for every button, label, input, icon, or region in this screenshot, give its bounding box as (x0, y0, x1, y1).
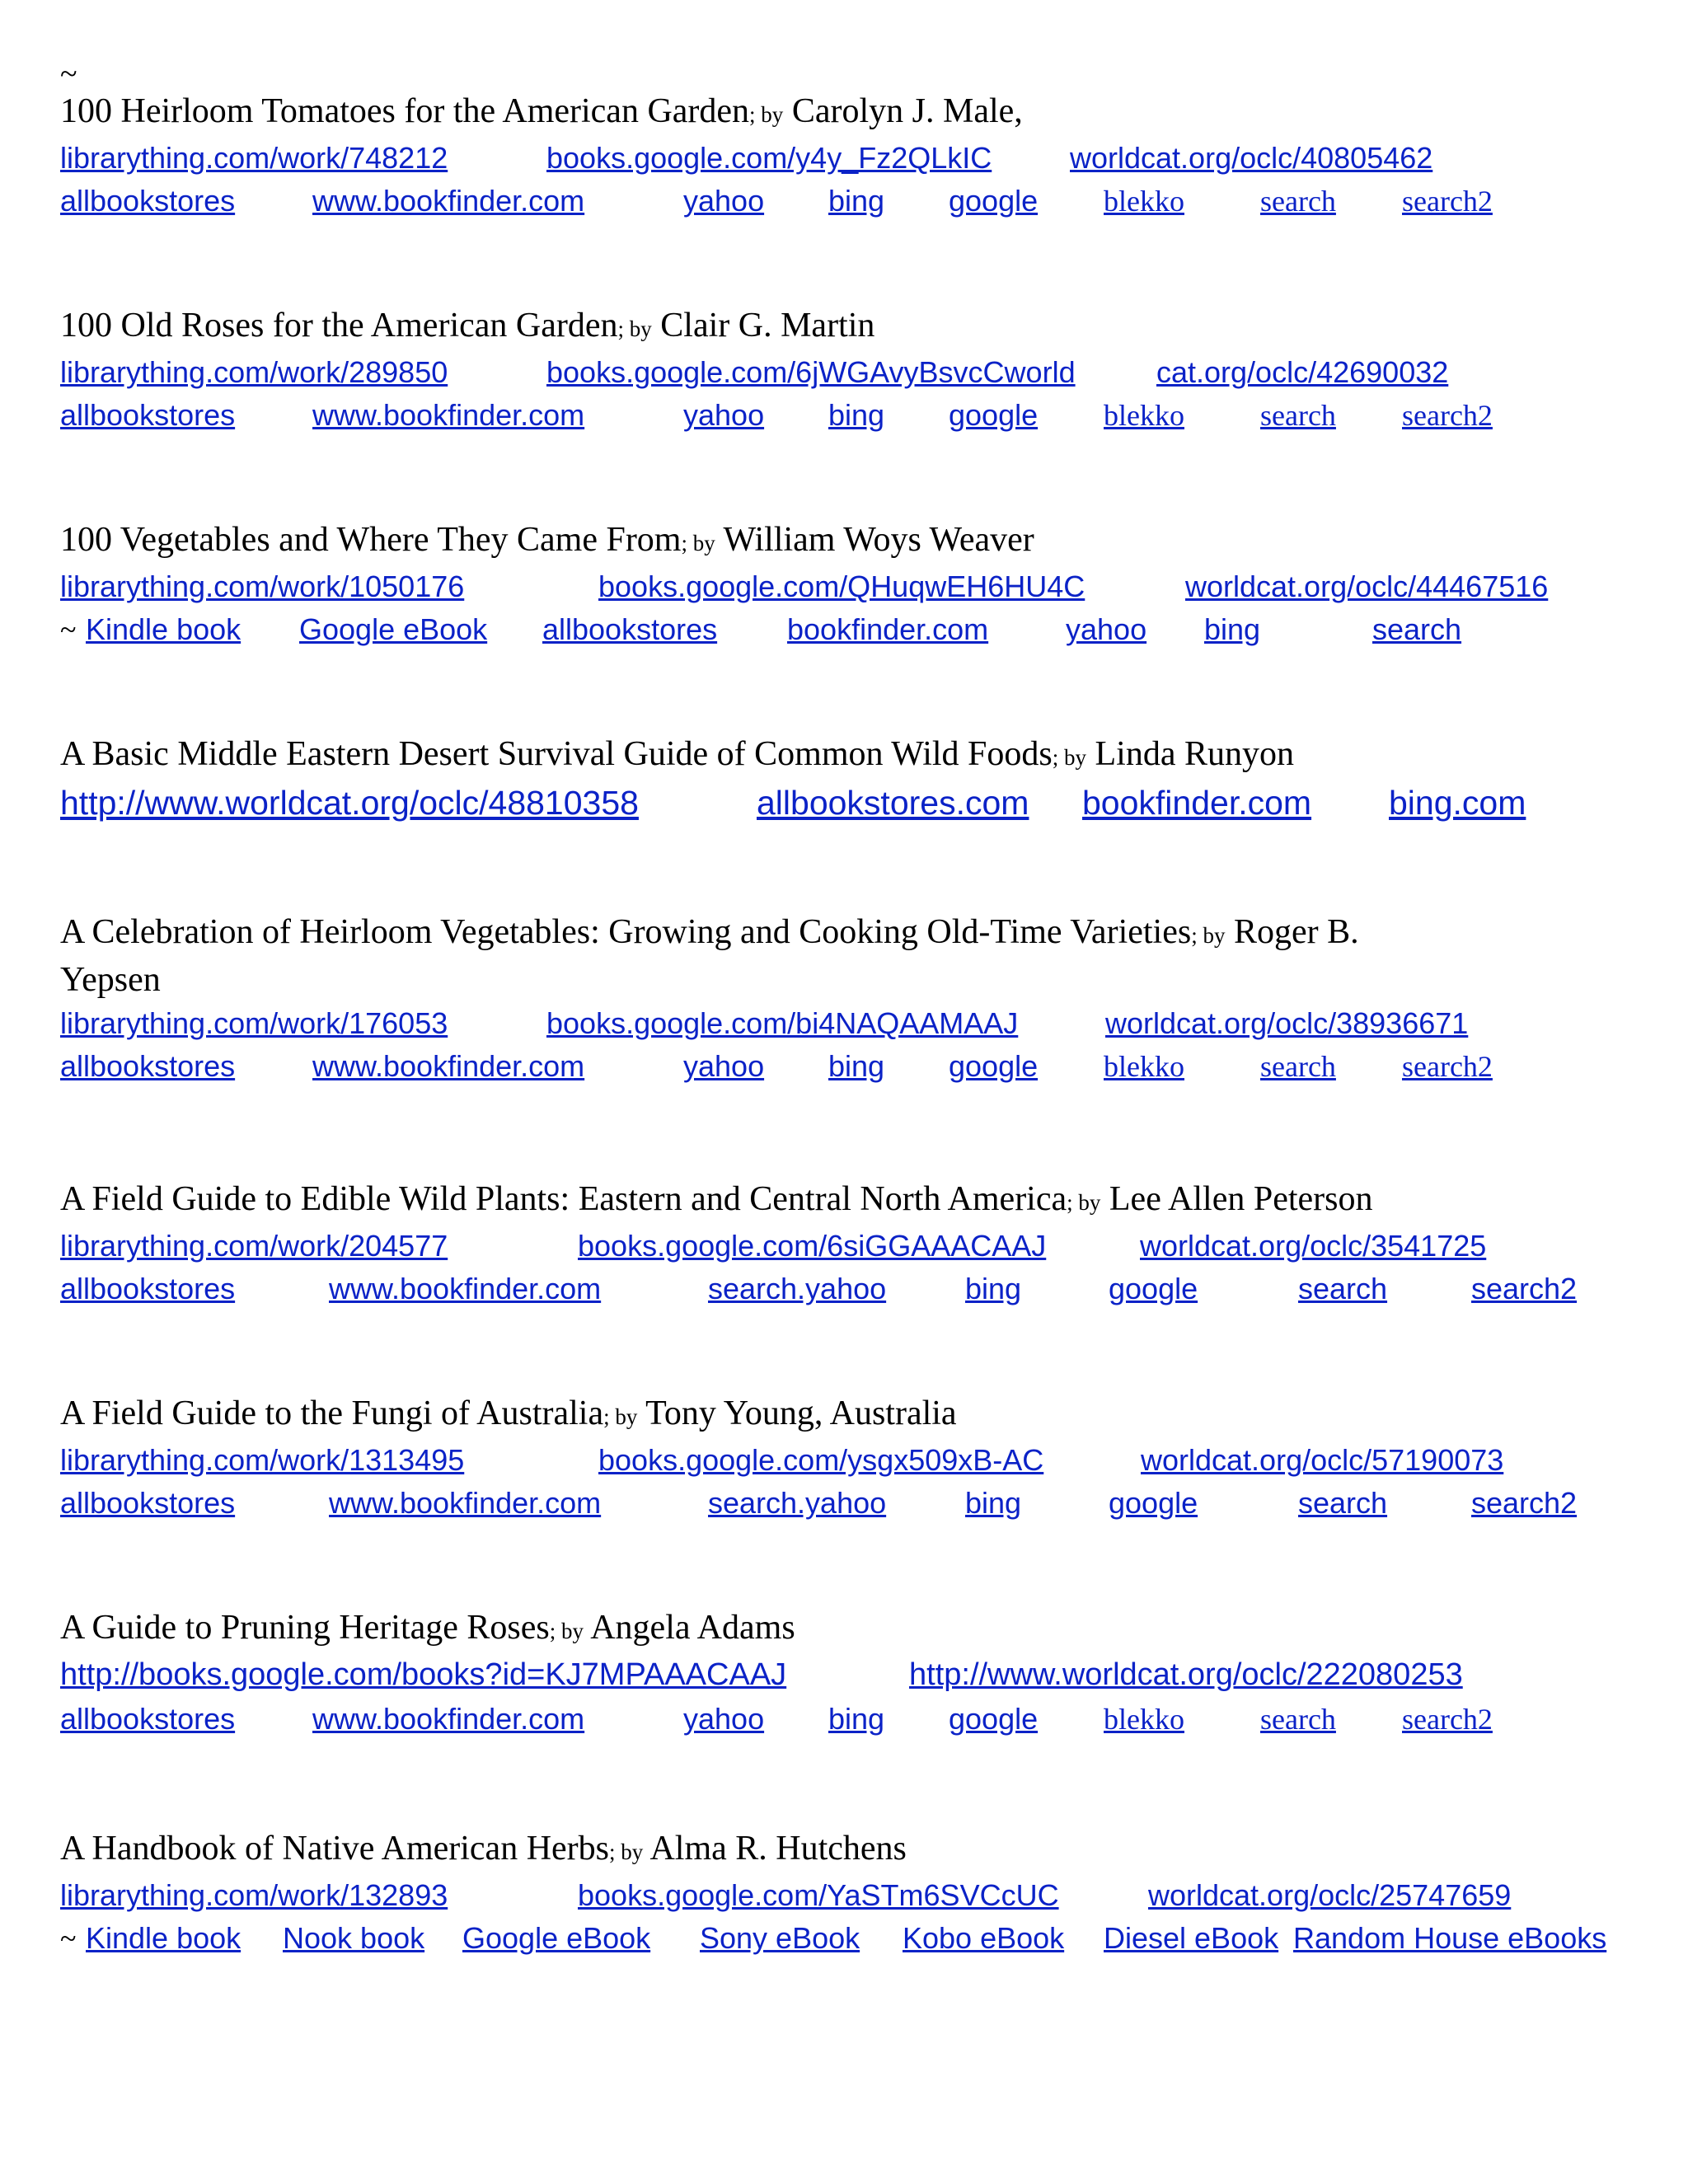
search2-link[interactable]: search2 (1471, 1272, 1578, 1305)
book-entry (60, 910, 1643, 1088)
google-books-link[interactable]: books.google.com/YaSTm6SVCcUC (578, 1878, 1059, 1912)
link-row-ebooks (60, 1917, 1643, 1960)
worldcat-link[interactable]: worldcat.org/oclc/25747659 (1148, 1878, 1512, 1912)
search2-link[interactable]: search2 (1402, 1703, 1493, 1736)
nook-link[interactable]: Nook book (283, 1921, 425, 1955)
by-label: ; by (603, 1404, 638, 1429)
by-label: ; by (609, 1840, 644, 1864)
worldcat-link[interactable]: http://www.worldcat.org/oclc/48810358 (60, 784, 639, 822)
link-row-search (60, 1045, 1643, 1088)
worldcat-link[interactable]: worldcat.org/oclc/57190073 (1141, 1443, 1504, 1477)
google-link[interactable]: google (949, 398, 1039, 432)
search2-link[interactable]: search2 (1402, 399, 1493, 432)
link-row-search (60, 394, 1643, 437)
link-row-ebooks (60, 608, 1643, 651)
book-title-line (60, 732, 1643, 780)
bing-link[interactable]: bing (1204, 612, 1261, 646)
book-entry (60, 303, 1643, 437)
row-tilde: ~ (60, 1922, 77, 1955)
librarything-link[interactable]: librarything.com/work/748212 (60, 141, 448, 175)
search2-link[interactable]: search2 (1402, 1050, 1493, 1083)
by-label: ; by (749, 102, 784, 127)
link-row-search (60, 1698, 1643, 1741)
search-link[interactable]: search (1298, 1272, 1388, 1305)
google-link[interactable]: google (949, 184, 1039, 218)
librarything-link[interactable]: librarything.com/work/176053 (60, 1006, 448, 1040)
book-title-line (60, 303, 1643, 351)
link-row-catalog (60, 1874, 1643, 1917)
link-row-catalog (60, 1653, 1643, 1698)
book-entry (60, 518, 1643, 651)
google-link[interactable]: google (949, 1702, 1039, 1736)
librarything-link[interactable]: librarything.com/work/289850 (60, 355, 448, 389)
book-entry (60, 1605, 1643, 1741)
book-author: Roger B. (1233, 913, 1359, 951)
book-title-line (60, 1605, 1643, 1653)
book-author: Angela Adams (590, 1609, 795, 1647)
worldcat-link[interactable]: worldcat.org/oclc/44467516 (1185, 569, 1549, 603)
by-label: ; by (1067, 1190, 1101, 1215)
book-title: A Celebration of Heirloom Vegetables: Growing and Cooking Old-Time Varieties (60, 913, 1192, 951)
book-author: Lee Allen Peterson (1109, 1180, 1373, 1218)
by-label: ; by (549, 1619, 584, 1643)
yahoo-link[interactable]: yahoo (683, 1049, 765, 1083)
book-title-line (60, 1826, 1643, 1874)
book-author: Carolyn J. Male, (791, 92, 1023, 130)
worldcat-link[interactable]: http://www.worldcat.org/oclc/222080253 (909, 1657, 1463, 1692)
blekko-link[interactable]: blekko (1104, 1703, 1184, 1736)
diesel-ebook-link[interactable]: Diesel eBook (1104, 1921, 1279, 1955)
google-books-link[interactable]: books.google.com/bi4NAQAAMAAJ (546, 1006, 1019, 1040)
bookfinder-link[interactable]: bookfinder.com (1082, 784, 1312, 822)
bookfinder-link[interactable]: www.bookfinder.com (312, 398, 585, 432)
yahoo-link[interactable]: yahoo (683, 1702, 765, 1736)
link-row-search (60, 1482, 1643, 1525)
google-books-link[interactable]: books.google.com/6siGGAAACAAJ (578, 1229, 1047, 1263)
book-author: Linda Runyon (1095, 735, 1294, 773)
google-books-link[interactable]: books.google.com/6jWGAvyBsvcCworld (546, 355, 1076, 389)
book-entry (60, 89, 1643, 223)
book-title: A Basic Middle Eastern Desert Survival Guide of Common Wild Foods (60, 735, 1053, 773)
kindle-link[interactable]: Kindle book (86, 1921, 241, 1955)
by-label: ; by (1191, 923, 1226, 948)
by-label: ; by (681, 531, 715, 555)
link-row-catalog (60, 780, 1643, 826)
book-entry (60, 732, 1643, 826)
book-title-line (60, 1177, 1643, 1225)
google-books-link[interactable]: books.google.com/QHuqwEH6HU4C (598, 569, 1085, 603)
bookfinder-link[interactable]: www.bookfinder.com (312, 184, 585, 218)
kindle-link[interactable]: Kindle book (86, 612, 241, 646)
link-row-catalog (60, 565, 1643, 608)
row-tilde: ~ (60, 613, 77, 646)
search-link[interactable]: search (1260, 1703, 1336, 1736)
yahoo-link[interactable]: yahoo (683, 398, 765, 432)
search-link[interactable]: search (1298, 1486, 1388, 1520)
book-entry (60, 1177, 1643, 1310)
book-title-line (60, 518, 1643, 565)
worldcat-link[interactable]: worldcat.org/oclc/38936671 (1105, 1006, 1469, 1040)
book-title: 100 Heirloom Tomatoes for the American Garden (60, 92, 750, 130)
librarything-link[interactable]: librarything.com/work/1050176 (60, 569, 465, 603)
allbookstores-link[interactable]: allbookstores (60, 1486, 236, 1520)
link-row-catalog (60, 1002, 1643, 1045)
search-link[interactable]: search (1260, 399, 1336, 432)
book-title-line (60, 89, 1643, 137)
bing-link[interactable]: bing (828, 184, 885, 218)
bookfinder-link[interactable]: www.bookfinder.com (329, 1272, 602, 1305)
allbookstores-link[interactable]: allbookstores (60, 1049, 236, 1083)
book-title: A Guide to Pruning Heritage Roses (60, 1609, 550, 1647)
search2-link[interactable]: search2 (1471, 1486, 1578, 1520)
search-link[interactable]: search (1372, 612, 1462, 646)
bing-link[interactable]: bing (828, 1049, 885, 1083)
search-link[interactable]: search (1260, 185, 1336, 218)
top-tilde: ~ (60, 57, 77, 91)
link-row-catalog (60, 1225, 1643, 1268)
random-house-ebooks-link[interactable]: Random House eBooks (1293, 1921, 1607, 1955)
search-link[interactable]: search (1260, 1050, 1336, 1083)
bookfinder-link[interactable]: bookfinder.com (787, 612, 989, 646)
yahoo-link[interactable]: yahoo (1066, 612, 1147, 646)
document-page (60, 58, 1643, 1960)
allbookstores-link[interactable]: allbookstores (542, 612, 718, 646)
bing-link[interactable]: bing (828, 1702, 885, 1736)
blekko-link[interactable]: blekko (1104, 1050, 1184, 1083)
book-title: A Field Guide to Edible Wild Plants: Eastern and Central North America (60, 1180, 1067, 1218)
yahoo-link[interactable]: search.yahoo (708, 1272, 887, 1305)
book-author: Tony Young, Australia (645, 1394, 957, 1432)
link-row-search (60, 1268, 1643, 1310)
bookfinder-link[interactable]: www.bookfinder.com (312, 1702, 585, 1736)
worldcat-link[interactable]: cat.org/oclc/42690032 (1156, 355, 1449, 389)
allbookstores-link[interactable]: allbookstores (60, 1272, 236, 1305)
allbookstores-link[interactable]: allbookstores (60, 1702, 236, 1736)
book-entry (60, 1826, 1643, 1960)
google-books-link[interactable]: books.google.com/ysgx509xB-AC (598, 1443, 1044, 1477)
link-row-catalog (60, 1439, 1643, 1482)
book-author: Clair G. Martin (660, 307, 875, 344)
search2-link[interactable]: search2 (1402, 185, 1493, 218)
google-books-link[interactable]: books.google.com/y4y_Fz2QLkIC (546, 141, 992, 175)
google-link[interactable]: google (1109, 1272, 1198, 1305)
bing-link[interactable]: bing (965, 1486, 1022, 1520)
google-ebook-link[interactable]: Google eBook (462, 1921, 651, 1955)
google-ebook-link[interactable]: Google eBook (299, 612, 488, 646)
google-link[interactable]: google (949, 1049, 1039, 1083)
librarything-link[interactable]: librarything.com/work/204577 (60, 1229, 448, 1263)
book-title: 100 Old Roses for the American Garden (60, 307, 618, 344)
link-row-catalog (60, 137, 1643, 180)
worldcat-link[interactable]: worldcat.org/oclc/3541725 (1140, 1229, 1487, 1263)
book-title: A Handbook of Native American Herbs (60, 1830, 609, 1868)
worldcat-link[interactable]: worldcat.org/oclc/40805462 (1070, 141, 1433, 175)
allbookstores-link[interactable]: allbookstores (60, 184, 236, 218)
book-title: A Field Guide to the Fungi of Australia (60, 1394, 604, 1432)
bing-link[interactable]: bing (965, 1272, 1022, 1305)
blekko-link[interactable]: blekko (1104, 399, 1184, 432)
kobo-ebook-link[interactable]: Kobo eBook (903, 1921, 1065, 1955)
allbookstores-link[interactable]: allbookstores (60, 398, 236, 432)
allbookstores-link[interactable]: allbookstores.com (757, 784, 1029, 822)
book-title-line (60, 1391, 1643, 1439)
by-label: ; by (617, 316, 652, 341)
blekko-link[interactable]: blekko (1104, 185, 1184, 218)
google-books-link[interactable]: http://books.google.com/books?id=KJ7MPAAACAAJ (60, 1657, 787, 1692)
link-row-search (60, 180, 1643, 223)
link-row-catalog (60, 351, 1643, 394)
book-entry (60, 1391, 1643, 1525)
book-title: 100 Vegetables and Where They Came From (60, 521, 682, 559)
yahoo-link[interactable]: yahoo (683, 184, 765, 218)
sony-ebook-link[interactable]: Sony eBook (700, 1921, 860, 1955)
book-title-line (60, 910, 1643, 958)
google-link[interactable]: google (1109, 1486, 1198, 1520)
by-label: ; by (1052, 745, 1087, 770)
bing-link[interactable]: bing.com (1389, 784, 1526, 822)
bookfinder-link[interactable]: www.bookfinder.com (329, 1486, 602, 1520)
librarything-link[interactable]: librarything.com/work/1313495 (60, 1443, 465, 1477)
book-title-continued: Yepsen (60, 961, 161, 999)
book-author: Alma R. Hutchens (649, 1830, 907, 1868)
librarything-link[interactable]: librarything.com/work/132893 (60, 1878, 448, 1912)
book-author: William Woys Weaver (723, 521, 1034, 559)
yahoo-link[interactable]: search.yahoo (708, 1486, 887, 1520)
bing-link[interactable]: bing (828, 398, 885, 432)
bookfinder-link[interactable]: www.bookfinder.com (312, 1049, 585, 1083)
